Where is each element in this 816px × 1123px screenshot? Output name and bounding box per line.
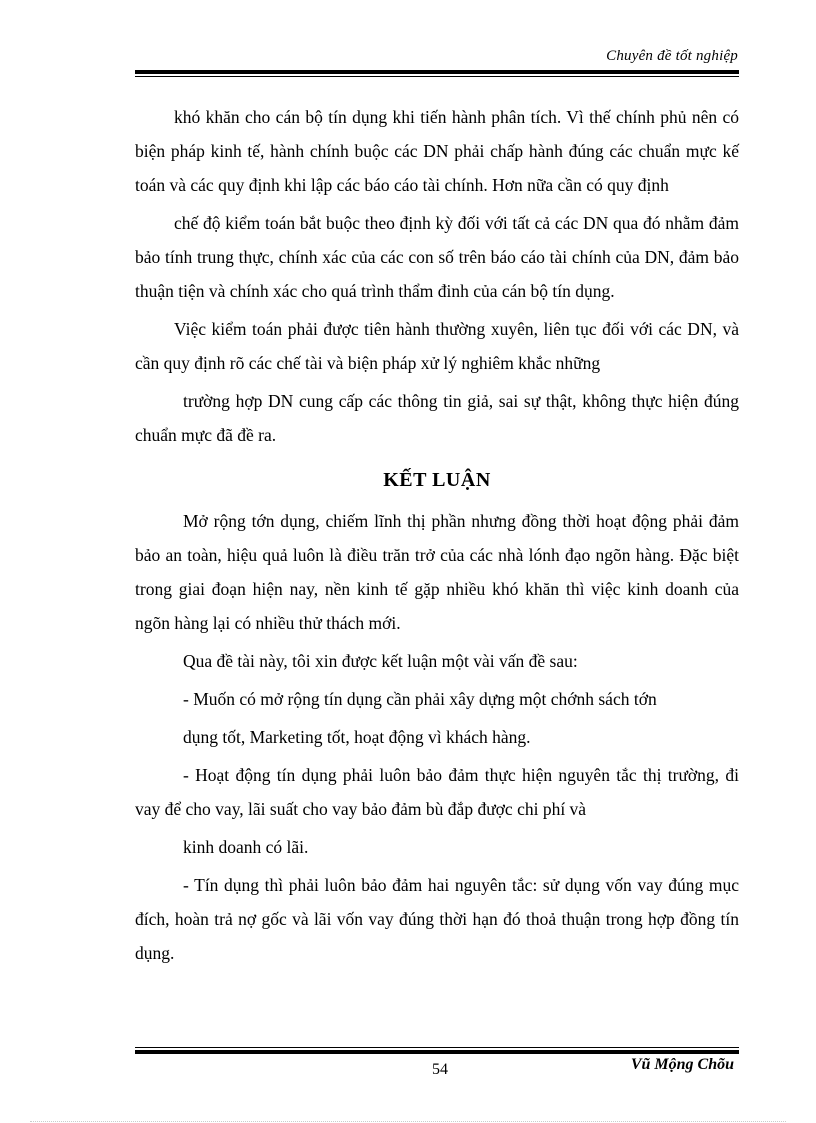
paragraph: trường hợp DN cung cấp các thông tin giả, sai sự thật, không thực hiện đúng chuẩn mực đã đề ra. (135, 391, 739, 445)
paragraph: Việc kiểm toán phải được tiên hành thường xuyên, liên tục đối với các DN, và cần quy định rõ các chế tài và biện pháp xử lý nghiêm khắc những (135, 319, 739, 373)
list-item-continuation: kinh doanh có lãi. (183, 837, 309, 857)
document-body (135, 100, 739, 974)
list-item: - Hoạt động tín dụng phải luôn bảo đảm thực hiện nguyên tắc thị trường, đi vay để cho vay, lãi suất cho vay bảo đảm bù đắp được chi phí và (135, 765, 739, 819)
paragraph: Qua đề tài này, tôi xin được kết luận một vài vấn đề sau: (183, 651, 578, 671)
header-rule-thin (135, 76, 739, 77)
paragraph: khó khăn cho cán bộ tín dụng khi tiến hành phân tích. Vì thế chính phủ nên có biện pháp kinh tế, hành chính buộc các DN phải chấp hành đúng các chuẩn mực kế toán và các quy định khi lập các báo cáo tài chính. Hơn nữa cần có quy định (135, 107, 739, 195)
page-edge-divider (30, 1121, 786, 1122)
page-number: 54 (432, 1061, 448, 1078)
list-item: - Tín dụng thì phải luôn bảo đảm hai nguyên tắc: sử dụng vốn vay đúng mục đích, hoàn trả nợ gốc và lãi vốn vay đúng thời hạn đó thoả thuận trong hợp đồng tín dụng. (135, 875, 739, 963)
footer-rule-thin (135, 1047, 739, 1048)
author-name: Vũ Mộng Chõu (630, 1056, 734, 1073)
section-heading: KẾT LUẬN (383, 469, 491, 491)
header-title: Chuyên đề tốt nghiệp (606, 48, 738, 64)
list-item: - Muốn có mở rộng tín dụng cần phải xây dựng một chớnh sách tớn (183, 689, 657, 709)
header-rule-thick (135, 70, 739, 74)
paragraph: Mở rộng tớn dụng, chiếm lĩnh thị phần nhưng đồng thời hoạt động phải đảm bảo an toàn, hiệu quả luôn là điều trăn trở của các nhà lónh đạo ngõn hàng. Đặc biệt trong giai đoạn hiện nay, nền kinh tế gặp nhiều khó khăn thì việc kinh doanh của ngõn hàng lại có nhiều thử thách mới. (135, 511, 739, 633)
paragraph: chế độ kiểm toán bắt buộc theo định kỳ đối với tất cả các DN qua đó nhằm đảm bảo tính trung thực, chính xác của các con số trên báo cáo tài chính của DN, đảm bảo thuận tiện và chính xác cho quá trình thẩm đinh của cán bộ tín dụng. (135, 213, 739, 301)
list-item-continuation: dụng tốt, Marketing tốt, hoạt động vì khách hàng. (183, 727, 531, 747)
footer-rule-thick (135, 1050, 739, 1054)
